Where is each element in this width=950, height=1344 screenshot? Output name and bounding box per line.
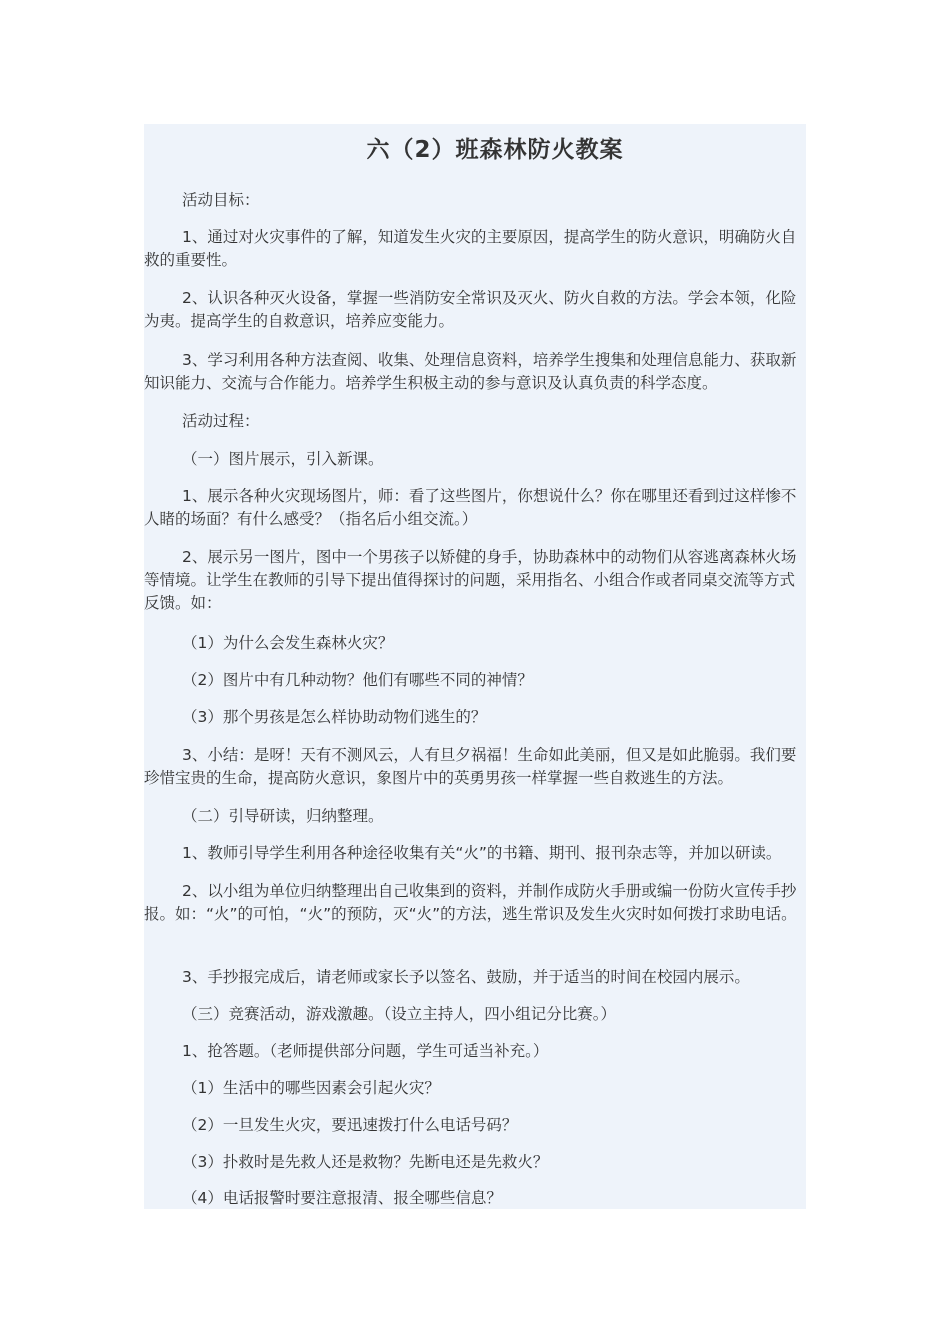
paragraph-section-2: （二）引导研读，归纳整理。 [182, 807, 384, 825]
paragraph-quiz-3: （3）扑救时是先救人还是救物？先断电还是先救火？ [182, 1153, 549, 1171]
paragraph-section-2-item-1: 1、教师引导学生利用各种途径收集有关“火”的书籍、期刊、报刊杂志等，并加以研读。 [182, 844, 782, 862]
paragraph-quiz-2: （2）一旦发生火灾，要迅速拨打什么电话号码？ [182, 1116, 518, 1134]
paragraph-section-1-item-2: 2、展示另一图片，图中一个男孩子以矫健的身手，协助森林中的动物们从容逃离森林火场等情境。让学生在教师的引导下提出值得探讨的问题，采用指名、小组合作或者同桌交流等方式反馈。如： [144, 548, 797, 612]
paragraph-section-2-item-3: 3、手抄报完成后，请老师或家长予以签名、鼓励，并于适当的时间在校园内展示。 [182, 968, 750, 986]
paragraph-section-3-item-1: 1、抢答题。（老师提供部分问题，学生可适当补充。） [182, 1042, 549, 1060]
page-title: 六（2）班森林防火教案 [366, 137, 624, 163]
paragraph-objective-3: 3、学习利用各种方法查阅、收集、处理信息资料，培养学生搜集和处理信息能力、获取新知识能力、交流与合作能力。培养学生积极主动的参与意识及认真负责的科学态度。 [144, 351, 797, 392]
paragraph-question-2: （2）图片中有几种动物？他们有哪些不同的神情？ [182, 671, 533, 689]
paragraph-section-1-item-1: 1、展示各种火灾现场图片，师：看了这些图片，你想说什么？你在哪里还看到过这样惨不人睹的场面？有什么感受？（指名后小组交流。） [144, 487, 797, 528]
paragraph-question-3: （3）那个男孩是怎么样协助动物们逃生的？ [182, 708, 487, 726]
paragraph-objectives-heading: 活动目标： [182, 191, 260, 209]
paragraph-section-1: （一）图片展示，引入新课。 [182, 450, 384, 468]
paragraph-quiz-4: （4）电话报警时要注意报清、报全哪些信息？ [182, 1189, 502, 1207]
paragraph-objective-2: 2、认识各种灭火设备，掌握一些消防安全常识及灭火、防火自救的方法。学会本领，化险为夷。提高学生的自救意识，培养应变能力。 [144, 289, 797, 330]
paragraph-section-3: （三）竞赛活动，游戏激趣。（设立主持人，四小组记分比赛。） [182, 1005, 617, 1023]
paragraph-question-1: （1）为什么会发生森林火灾？ [182, 634, 394, 652]
paragraph-quiz-1: （1）生活中的哪些因素会引起火灾？ [182, 1079, 440, 1097]
paragraph-process-heading: 活动过程： [182, 412, 260, 430]
paragraph-summary: 3、小结：是呀！天有不测风云，人有旦夕祸福！生命如此美丽，但又是如此脆弱。我们要珍惜宝贵的生命，提高防火意识，象图片中的英勇男孩一样掌握一些自救逃生的方法。 [144, 746, 797, 787]
paragraph-section-2-item-2: 2、以小组为单位归纳整理出自己收集到的资料，并制作成防火手册或编一份防火宣传手抄报。如：“火”的可怕，“火”的预防，灭“火”的方法，逃生常识及发生火灾时如何拨打求助电话。 [144, 882, 797, 923]
paragraph-objective-1: 1、通过对火灾事件的了解，知道发生火灾的主要原因，提高学生的防火意识，明确防火自救的重要性。 [144, 228, 797, 269]
